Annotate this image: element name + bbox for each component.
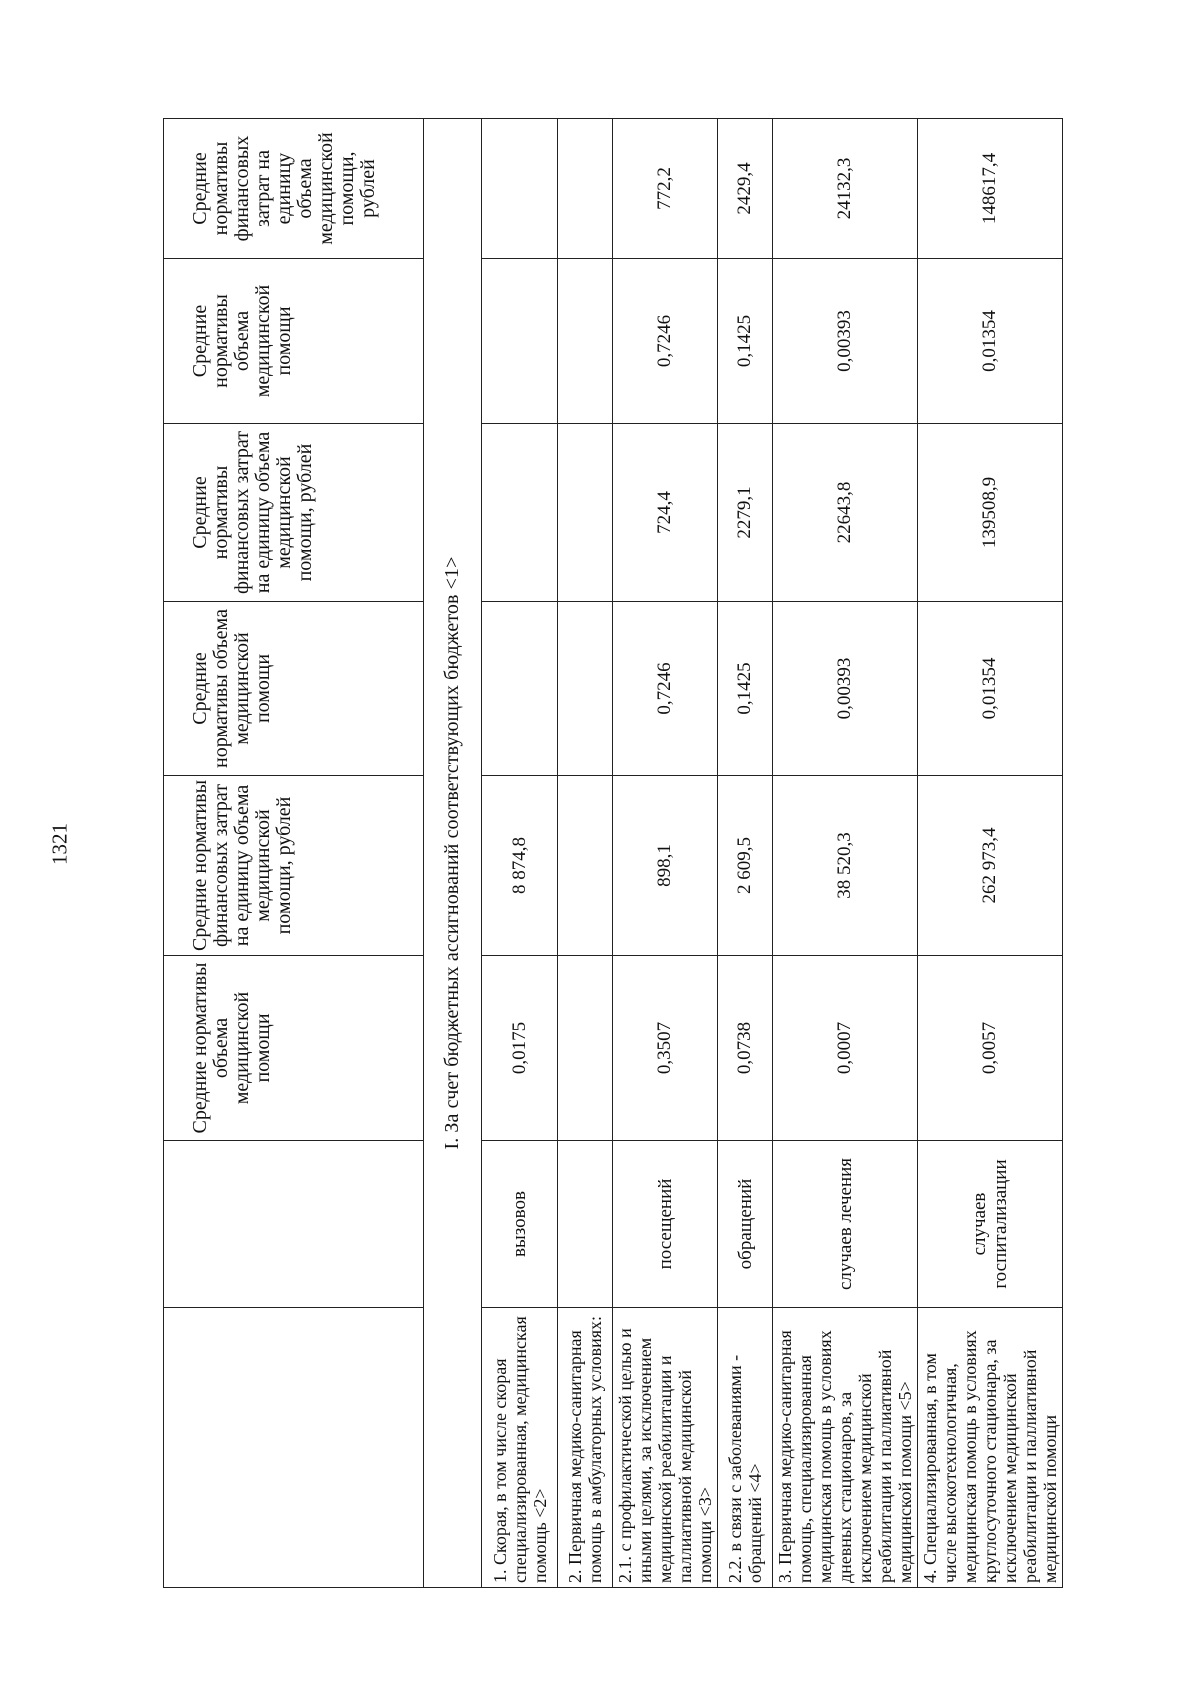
row-cost-1: 38 520,3 [773,776,918,956]
row-volume-3: 0,1425 [718,259,773,424]
row-unit: обращений [718,1141,773,1308]
row-name: 4. Специализированная, в том числе высокотехнологичная, медицинская помощь в условиях круглосуточного стационара, за исключением медицинской реабилитации и паллиативной медицинской помощи [918,1308,1063,1588]
normatives-table [163,118,1063,1588]
row-cost-2: 2279,1 [718,424,773,602]
row-volume-3 [482,259,558,424]
header-cost-3: Средние нормативы финансовых затрат на единицу объема медицинской помощи, рублей [164,119,424,259]
row-cost-1: 2 609,5 [718,776,773,956]
row-name: 3. Первичная медико-санитарная помощь, специализированная медицинская помощь в условиях дневных стационаров, за исключением медицинской реабилитации и паллиативной медицинской помощи <5> [773,1308,918,1588]
header-unit [164,1141,424,1308]
row-volume-2: 0,1425 [718,602,773,776]
rotated-table-wrapper [163,119,1060,1588]
row-cost-2 [558,424,613,602]
row-cost-2: 22643,8 [773,424,918,602]
row-unit: случаев лечения [773,1141,918,1308]
row-name: 2. Первичная медико-санитарная помощь в амбулаторных условиях: [558,1308,613,1588]
row-name: 2.2. в связи с заболеваниями - обращений <4> [718,1308,773,1588]
header-volume-3: Средние нормативы объема медицинской помощи [164,259,424,424]
row-volume-3: 0,01354 [918,259,1063,424]
row-cost-3: 772,2 [613,119,718,259]
row-cost-3: 148617,4 [918,119,1063,259]
row-cost-3 [558,119,613,259]
table-row [558,119,613,1588]
row-volume-1: 0,3507 [613,956,718,1141]
row-cost-1: 8 874,8 [482,776,558,956]
header-volume-2: Средние нормативы объема медицинской помощи [164,602,424,776]
row-unit: посещений [613,1141,718,1308]
row-volume-1: 0,0057 [918,956,1063,1141]
row-cost-2: 139508,9 [918,424,1063,602]
row-volume-1: 0,0738 [718,956,773,1141]
row-name: 1. Скорая, в том числе скорая специализированная, медицинская помощь <2> [482,1308,558,1588]
table-row [613,119,718,1588]
row-volume-2 [558,602,613,776]
row-volume-1: 0,0007 [773,956,918,1141]
table-row [482,119,558,1588]
row-volume-2: 0,01354 [918,602,1063,776]
row-cost-1: 262 973,4 [918,776,1063,956]
row-volume-1 [558,956,613,1141]
row-cost-3 [482,119,558,259]
header-volume-1: Средние нормативы объема медицинской помощи [164,956,424,1141]
row-cost-2: 724,4 [613,424,718,602]
row-volume-2: 0,7246 [613,602,718,776]
row-volume-1: 0,0175 [482,956,558,1141]
section-title: I. За счет бюджетных ассигнований соответствующих бюджетов <1> [424,119,482,1588]
header-name [164,1308,424,1588]
row-unit: вызовов [482,1141,558,1308]
row-volume-3 [558,259,613,424]
table-row [773,119,918,1588]
row-name: 2.1. с профилактической целью и иными целями, за исключением медицинской реабилитации и паллиативной медицинской помощи <3> [613,1308,718,1588]
table-row [918,119,1063,1588]
row-cost-1: 898,1 [613,776,718,956]
row-unit [558,1141,613,1308]
row-cost-1 [558,776,613,956]
row-cost-2 [482,424,558,602]
table-row [718,119,773,1588]
row-cost-3: 2429,4 [718,119,773,259]
row-volume-3: 0,00393 [773,259,918,424]
row-volume-2: 0,00393 [773,602,918,776]
row-cost-3: 24132,3 [773,119,918,259]
header-cost-2: Средние нормативы финансовых затрат на единицу объема медицинской помощи, рублей [164,424,424,602]
row-volume-2 [482,602,558,776]
header-row [164,119,424,1588]
row-unit: случаев госпитализации [918,1141,1063,1308]
page-number: 1321 [47,823,72,865]
row-volume-3: 0,7246 [613,259,718,424]
section-row [424,119,482,1588]
header-cost-1: Средние нормативы финансовых затрат на единицу объема медицинской помощи, рублей [164,776,424,956]
